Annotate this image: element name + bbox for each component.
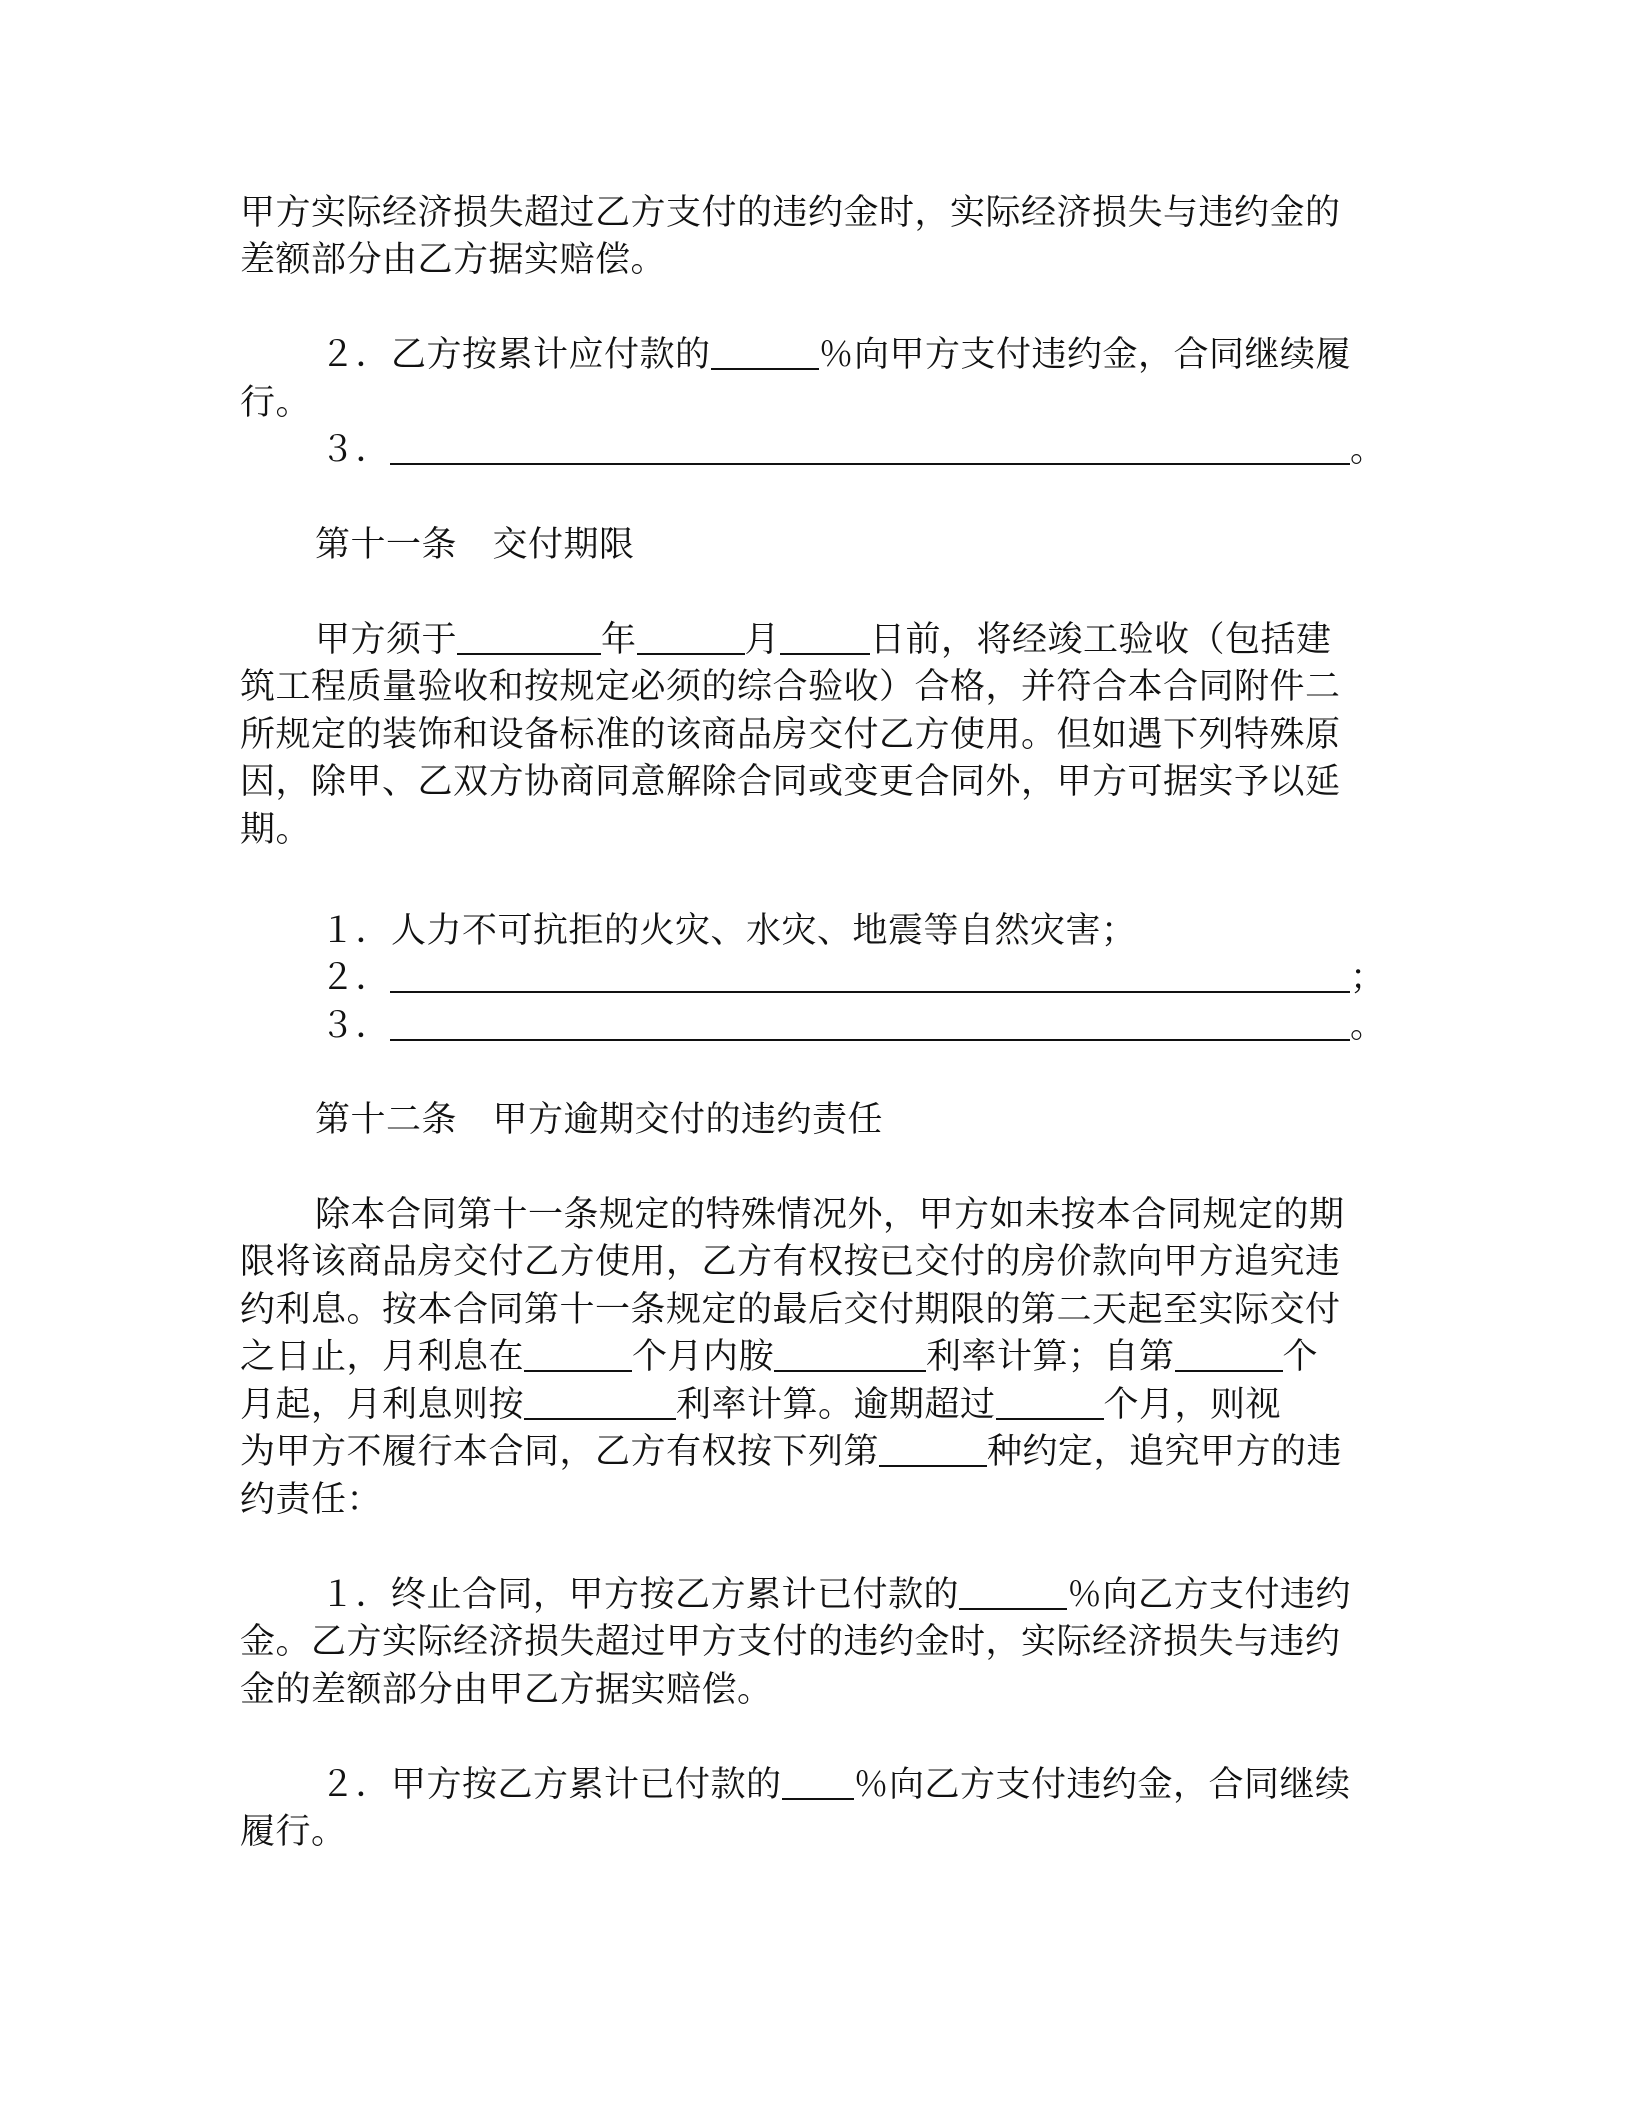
text-line: 约责任： bbox=[240, 1480, 383, 1520]
blank-field[interactable] bbox=[774, 1338, 926, 1372]
text-line: 为甲方不履行本合同，乙方有权按下列第 种约定，追究甲方的违 bbox=[240, 1432, 1343, 1472]
text-line: 差额部分由乙方据实赔偿。 bbox=[240, 240, 667, 280]
blank-field[interactable] bbox=[637, 621, 745, 655]
text-line: 金的差额部分由甲乙方据实赔偿。 bbox=[240, 1670, 773, 1710]
blank-field[interactable] bbox=[524, 1386, 676, 1420]
text-line: 因，除甲、乙双方协商同意解除合同或变更合同外，甲方可据实予以延 bbox=[240, 762, 1341, 802]
blank-field[interactable] bbox=[1175, 1338, 1283, 1372]
clause-item: ３． 。 bbox=[320, 1006, 1386, 1046]
blank-field[interactable] bbox=[711, 336, 819, 370]
text-line: 期。 bbox=[240, 810, 312, 850]
blank-field[interactable] bbox=[390, 1007, 1350, 1041]
text-line: 所规定的装饰和设备标准的该商品房交付乙方使用。但如遇下列特殊原 bbox=[240, 715, 1341, 755]
text-line: 之日止，月利息在 个月内胺 利率计算；自第 个 bbox=[240, 1337, 1319, 1377]
blank-field[interactable] bbox=[390, 431, 1350, 465]
blank-field[interactable] bbox=[782, 1766, 854, 1800]
text-line: 筑工程质量验收和按规定必须的综合验收）合格，并符合本合同附件二 bbox=[240, 667, 1341, 707]
blank-field[interactable] bbox=[780, 621, 870, 655]
text-line: 限将该商品房交付乙方使用，乙方有权按已交付的房价款向甲方追究违 bbox=[240, 1242, 1341, 1282]
clause-item: １．人力不可抗拒的火灾、水灾、地震等自然灾害； bbox=[320, 911, 1137, 951]
article-heading: 第十二条 甲方逾期交付的违约责任 bbox=[315, 1100, 884, 1140]
blank-field[interactable] bbox=[457, 621, 601, 655]
text-line: 甲方须于 年 月 日前，将经竣工验收（包括建 bbox=[315, 620, 1332, 660]
clause-item: ２．乙方按累计应付款的 ％向甲方支付违约金，合同继续履 bbox=[320, 335, 1352, 375]
clause-item: １．终止合同，甲方按乙方累计已付款的 ％向乙方支付违约 bbox=[320, 1575, 1352, 1615]
text-line: 除本合同第十一条规定的特殊情况外，甲方如未按本合同规定的期 bbox=[315, 1195, 1345, 1235]
text-line: 行。 bbox=[240, 383, 312, 423]
article-heading: 第十一条 交付期限 bbox=[315, 525, 635, 565]
text-line: 履行。 bbox=[240, 1812, 347, 1852]
blank-field[interactable] bbox=[390, 959, 1350, 993]
text-line: 约利息。按本合同第十一条规定的最后交付期限的第二天起至实际交付 bbox=[240, 1290, 1341, 1330]
clause-item: ３． 。 bbox=[320, 430, 1386, 470]
text-line: 月起，月利息则按 利率计算。逾期超过 个月，则视 bbox=[240, 1385, 1282, 1425]
text-line: 甲方实际经济损失超过乙方支付的违约金时，实际经济损失与违约金的 bbox=[240, 193, 1341, 233]
text-line: 金。乙方实际经济损失超过甲方支付的违约金时，实际经济损失与违约 bbox=[240, 1622, 1341, 1662]
blank-field[interactable] bbox=[879, 1433, 987, 1467]
blank-field[interactable] bbox=[996, 1386, 1104, 1420]
blank-field[interactable] bbox=[524, 1338, 632, 1372]
clause-item: ２．甲方按乙方累计已付款的 ％向乙方支付违约金，合同继续 bbox=[320, 1765, 1351, 1805]
blank-field[interactable] bbox=[959, 1576, 1067, 1610]
clause-item: ２． ； bbox=[320, 958, 1386, 998]
